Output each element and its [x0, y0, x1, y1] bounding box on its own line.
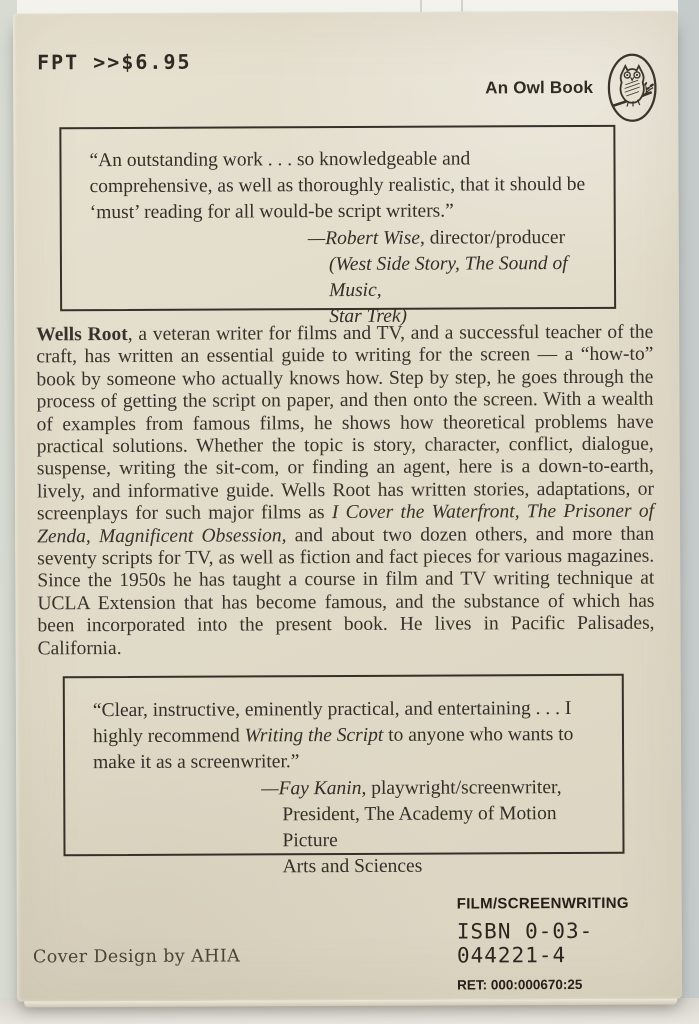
review-attribution-top: [308, 225, 588, 330]
isbn-number: ISBN 0-03-044221-4: [456, 918, 594, 968]
cover-design-credit: Cover Design by AHIA: [32, 946, 241, 968]
ret-code: RET: 000:000670:25: [457, 976, 583, 993]
imprint-block: [485, 49, 662, 128]
attribution-name-line: —Robert Wise, director/producer: [307, 227, 566, 250]
attribution-credits-line: President, The Academy of Motion Picture: [282, 803, 557, 852]
book-back-cover: [13, 11, 682, 1002]
attribution-credits-line: Star Trek): [329, 305, 408, 328]
review-box-bottom: [63, 674, 625, 878]
publisher-info-block: [457, 895, 682, 993]
review-box-top: [59, 125, 616, 328]
author-blurb-paragraph: Wells Root, a veteran writer for films and TV, and a successful teacher of the craft, has written an essential guide to writing for the screen — a “how-to” book by someone who actually knows how. Step by step, he goes through the process of getting the script on paper, and then onto the screen. With a wealth of examples from famous films, he shows how theoretical problems have practical solutions. Whether the topic is story, character, conflict, dialogue, suspense, writing the sit-com, or finding an agent, here is a down-to-earth, lively, and informative guide. Wells Root has written stories, adaptations, or screenplays for such major films as I Cover the Waterfront, The Prisoner of Zenda, Magnificent Obsession, and about two dozen others, and more than seventy scripts for TV, as well as fiction and fact pieces for various magazines. Since the 1950s he has taught a course in film and TV writing technique at UCLA Extension that has become famous, and the substance of which has been incorporated into the present book. He lives in Pacific Palisades, California.: [36, 321, 655, 660]
imprint-label: An Owl Book: [485, 77, 594, 98]
attribution-credits-line: (West Side Story, The Sound of Music,: [328, 253, 568, 302]
attribution-name-line: —Fay Kanin, playwright/screenwriter,: [261, 777, 562, 800]
review-attribution-bottom: [261, 775, 598, 880]
price-code: FPT >>$6.95: [37, 49, 192, 75]
owl-in-oval-icon: [602, 49, 662, 127]
attribution-credits-line: Arts and Sciences: [282, 855, 423, 878]
review-quote-bottom: “Clear, instructive, eminently practical, and entertaining . . . I highly recommend Writing the Script to anyone who wants to make it as a screenwriter.”: [92, 698, 574, 774]
review-quote-top: “An outstanding work . . . so knowledgeable and comprehensive, as well as thoroughly realistic, that it should be ‘must’ reading for all would-be script writers.”: [89, 148, 586, 224]
category-label: FILM/SCREENWRITING: [456, 894, 629, 913]
